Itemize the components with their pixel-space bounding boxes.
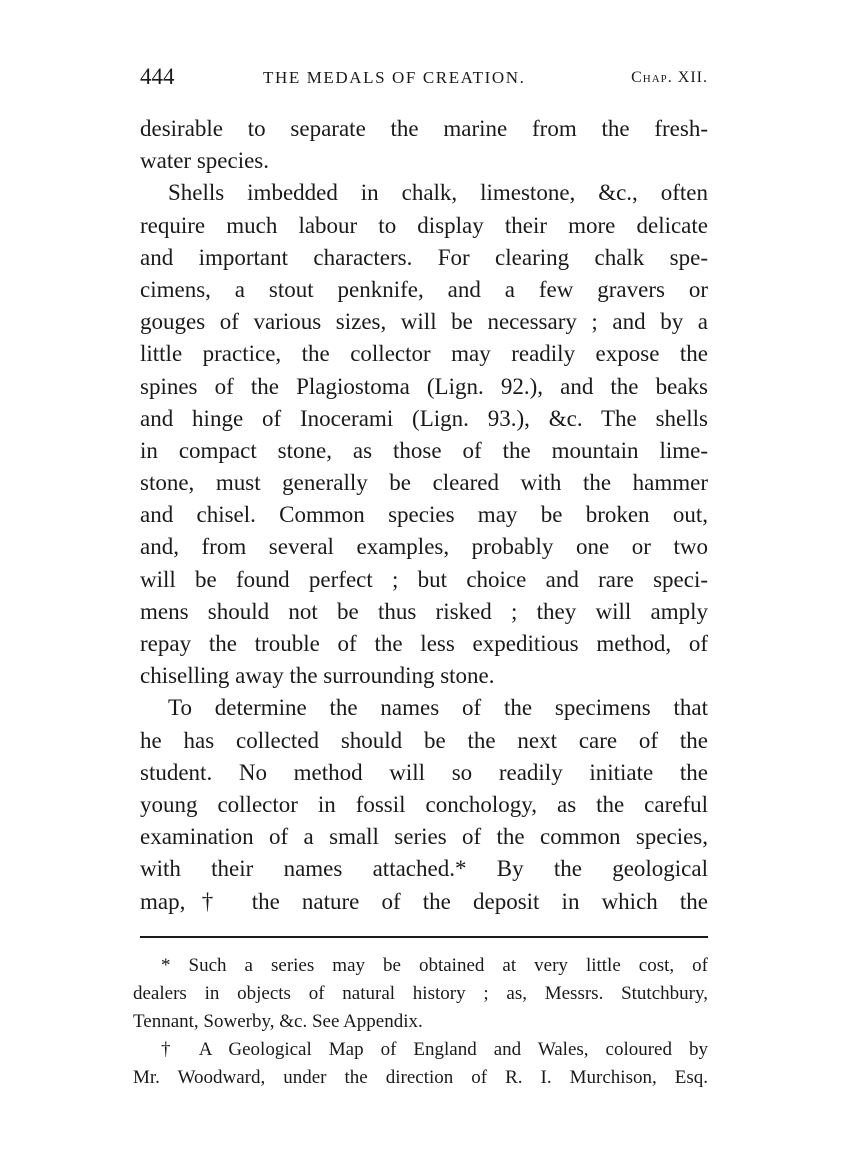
text-line: spines of the Plagiostoma (Lign. 92.), and the beaks bbox=[140, 373, 708, 399]
footnote-line: Mr. Woodward, under the direction of R. I. Murchison, Esq. bbox=[133, 1067, 708, 1088]
footnote-line: dealers in objects of natural history ; as, Messrs. Stutchbury, bbox=[133, 983, 708, 1004]
footnote-line: † A Geological Map of England and Wales, coloured by bbox=[161, 1039, 708, 1060]
footnote-line: Tennant, Sowerby, &c. See Appendix. bbox=[133, 1011, 423, 1032]
text-line: Shells imbedded in chalk, limestone, &c., often bbox=[168, 180, 708, 206]
page-number: 444 bbox=[140, 64, 175, 89]
text-line: water species. bbox=[140, 148, 269, 174]
text-line: require much labour to display their more delicate bbox=[140, 212, 708, 238]
text-line: student. No method will so readily initiate the bbox=[140, 759, 708, 785]
text-line: examination of a small series of the common species, bbox=[140, 824, 708, 850]
body-text bbox=[140, 113, 708, 918]
text-line: and important characters. For clearing chalk spe- bbox=[140, 244, 708, 270]
text-line: chiselling away the surrounding stone. bbox=[140, 663, 495, 689]
text-line: little practice, the collector may readily expose the bbox=[140, 341, 708, 367]
text-line: will be found perfect ; but choice and rare speci- bbox=[140, 566, 708, 592]
text-line: he has collected should be the next care of the bbox=[140, 727, 708, 753]
text-line: and chisel. Common species may be broken out, bbox=[140, 502, 708, 528]
text-line: gouges of various sizes, will be necessary ; and by a bbox=[140, 309, 708, 335]
text-line: with their names attached.* By the geological bbox=[140, 856, 708, 882]
text-line: stone, must generally be cleared with the hammer bbox=[140, 470, 708, 496]
text-line: mens should not be thus risked ; they will amply bbox=[140, 598, 708, 624]
running-title: THE MEDALS OF CREATION. bbox=[263, 68, 526, 87]
text-line: To determine the names of the specimens that bbox=[168, 695, 708, 721]
footnote-divider bbox=[140, 936, 708, 938]
running-head bbox=[140, 62, 708, 92]
text-line: in compact stone, as those of the mountain lime- bbox=[140, 437, 708, 463]
text-line: cimens, a stout penknife, and a few gravers or bbox=[140, 276, 708, 302]
footnotes bbox=[133, 952, 708, 1092]
chapter-label bbox=[631, 63, 708, 93]
text-line: map,† the nature of the deposit in which the bbox=[140, 888, 708, 914]
text-line: young collector in fossil conchology, as the careful bbox=[140, 791, 708, 817]
text-line: and, from several examples, probably one or two bbox=[140, 534, 708, 560]
text-line: desirable to separate the marine from the fresh- bbox=[140, 116, 708, 141]
footnote-line: * Such a series may be obtained at very little cost, of bbox=[161, 955, 708, 976]
text-line: repay the trouble of the less expeditious method, of bbox=[140, 631, 708, 656]
text-line: and hinge of Inocerami (Lign. 93.), &c. The shells bbox=[140, 405, 708, 431]
chapter-text: Chap. XII. bbox=[631, 69, 708, 86]
